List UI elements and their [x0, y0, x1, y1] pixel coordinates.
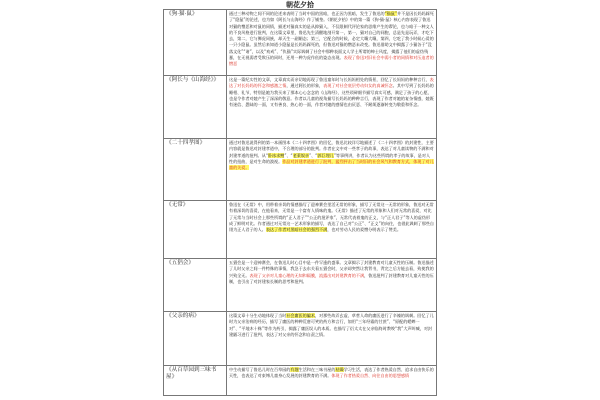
essay-summary-cell [227, 366, 437, 396]
emphasis-text: 表达了对长妈妈的怀念和感激之情 [229, 77, 434, 89]
summary-text: 并不是因长妈妈踩死了“隐鼠”的论述，也为如《阿长与山海经》作了铺垫。《朝花夕拾》中的第一篇《狗·猫·鼠》核心内容表现了鲁迅对猫的憎恶和对鼠的同情，描述对猫真实的是从抑猫入，不仅限制代评论家的思维产生的谬论，也与暗于一种文人的不良风格进行批判，在这篇文章里，鲁迅先生清醒地剖开第一，第一，猫对自己的同胞，总是先是玩弄，才吃下去，第二，它与狮虎同族，却天生一副媚态；第三，它配合的时候，必定大嚷大嚷，第四，它吃了我小时候心爱的一只小隐鼠。虽然后来知道小隐鼠是长妈妈踩死的，但鲁迅对猫的憎恶未改变。鲁迅借助文中揭露了小猫各于“没落文化”“诸”，以及“劝戒”、“仇猫”实际讽刺了社会中那种表面文人学士所谓的绅士风度，揭露了他们的虚伪残暴，在无视弱者受欺压的同时，还用一种为虎作伥的姿态出现。 [229, 11, 434, 60]
emphasis-text: 体现了作者热爱自然、向往自由的思想感情 [331, 373, 410, 379]
essay-summary-cell [227, 259, 437, 312]
emphasis-text: 枯燥 [335, 367, 344, 372]
essay-summary-cell [227, 312, 437, 366]
essay-title-cell: 《二十四孝图》 [164, 139, 227, 201]
table-row [164, 76, 437, 139]
table-row [164, 366, 437, 396]
essay-summary-cell [227, 139, 437, 201]
table-row [164, 139, 437, 201]
summary-text: ”、“ [309, 152, 318, 158]
summary-text: ，鲁迅批判了封建教育对儿童天性的压制，也引出了对封建家长制的思考和批判。 [229, 272, 434, 284]
table-row [164, 259, 437, 312]
emphasis-text: 作品对封建孝道进行了批判，猛烈抨击了当时旧的社会风气和教育方式，体现了对儿童的关爱。 [229, 158, 434, 170]
document-title: 朝花夕拾 [286, 1, 314, 9]
table-row [164, 10, 437, 76]
essay-title-cell: 《从百草园到三味书屋》 [164, 366, 227, 396]
summary-text: 鲁迅在《无常》中，用带着亲切的情感描写了迎神赛会里活无常的形象，描写了无常这一无常的形象，鲁迅对无常有着深切的喜爱，在他看来，无常是一个富有人情味的鬼。《无常》描述了无常的形象和人们对无常的喜爱，对比了无常与当时社会上那些所谓的“正人君子”“公正的批评家”，无常代表着鬼的正义，与“正人君子”等人的虚伪形成了鲜明对比。作者通过对无常这一艺术形象的描写，表达了自己对“公正”、“正义”的向往，也借此讽刺了那些自诩为正人君子的人。 [229, 202, 434, 232]
summary-text: ，也对劳动人民的爱憎分明表示了赞美。 [327, 227, 401, 232]
emphasis-text: 社会庸医的骗术 [286, 313, 315, 318]
summary-text: 通过三种动物之间不同的论述来表明了当时中国的黑暗，也正因为黑暗，发生了鲁迅的 [229, 11, 385, 16]
summary-text: 五猖会是一个迎神赛会，在鲁迅儿时心目中是一件罕逢的盛事。文章揭示了封建教育对儿童天性的压制。鲁迅描述了儿时父亲之间一件特殊的事情，我急于去东关看五猖会时，父亲却突然让我背书，背完之后方能去看，致使我的兴致全无。 [229, 260, 434, 278]
summary-table [163, 9, 437, 396]
essay-summary-cell [227, 201, 437, 259]
essay-summary-cell [227, 10, 437, 76]
summary-text: 学习生活，表达了作者热爱自然、追求自由快乐的天性，也表达了对束缚儿童身心发展的封建教育的不满。 [229, 367, 434, 379]
essay-title-cell: 《狗·猫·鼠》 [164, 10, 227, 76]
table-row [164, 201, 437, 259]
emphasis-text: “猫鼠” [384, 11, 397, 16]
essay-title-cell: 《阿长与《山海经》》 [164, 76, 227, 139]
emphasis-text: 表达了作者对黑暗社会的强烈不满 [265, 227, 328, 232]
summary-text: 。其中写到了长妈妈的睡相、礼节，特别是她为我买来了那本心心念念的《山海经》，这些琐碎细节描写真实可感，满足了孩子的心愿，也是令作者对她产生了深深的敬意。作者以儿童的视角描写长妈妈的种种言行，表现了作者对她的复杂情感，她既有迷信、愚昧的一面，又有善良、热心的一面，作者对她的感情也由厌恶、不耐烦逐渐转变为敬重和怀念。 [229, 83, 434, 107]
summary-text: 中生动描写了鲁迅儿时在百草园的 [229, 367, 291, 372]
summary-text: ”、“ [284, 152, 293, 158]
emphasis-text: 老莱娱亲 [292, 152, 310, 158]
summary-text: 这篇文章十分生动地体现了当时 [229, 313, 287, 318]
essay-summary-cell [227, 76, 437, 139]
emphasis-text: 卧冰求鲤 [267, 152, 285, 158]
emphasis-text: 郭巨埋儿 [317, 152, 334, 158]
essay-title-cell: 《五猖会》 [164, 259, 227, 312]
emphasis-text: 表现了父亲对儿童心理的无知和隔膜，流露出对封建教育的不满 [249, 272, 365, 278]
emphasis-text: 表现了对社会底层劳动妇女的真诚怀念 [323, 83, 393, 89]
summary-text: ，通过阿长的形象， [286, 83, 324, 89]
essay-title-cell: 《父亲的病》 [164, 312, 227, 366]
emphasis-text: 有趣 [290, 367, 299, 372]
summary-text: 生活和在三味书屋的 [298, 367, 336, 372]
summary-text: 通过对鲁迅说得到的第一本画图本《二十四孝图》的回忆，鲁迅比较详尽地描述了《二十四孝图》的封建性，主要内容就是鲁迅对封建孝道中，不合理的部分的批判。作者在文中对一些孝子的故事，表达了对儿童读物的不满和对封建孝道的批判。从“ [229, 140, 434, 158]
summary-text: ，对那些故弄玄虚、草菅人命的庸医进行了辛辣的讽刺。回忆了儿时为父亲治病的经历，描写了庸医的种种荒唐可笑的药方和言行，如用“三年经霜的甘蔗”、“原配的蟋蟀一对”、“平地木十株”等作为药引，揭露了庸医误人的本质。也描写了衍太太在父亲临终时教唆“我”大声叫喊，对封建陋习进行了批判，表达了对父亲的怀念和自责之情。 [229, 313, 434, 337]
summary-text: ”等事例讲，作者认为这些所谓的孝子的故事，是对人性的扭曲，是对生命的漠视。 [229, 152, 431, 164]
essay-title-cell: 《无常》 [164, 201, 227, 259]
emphasis-text: 表现了鲁迅对旧社会中弱小者的同情和对压迫者的憎恶 [229, 54, 434, 66]
summary-text: 这是一篇纪实性的文章，文章真实而亲切地再现了鲁迅童年时与长妈妈相处的情景，回忆了长妈妈的种种言行， [229, 77, 430, 82]
table-row [164, 312, 437, 366]
